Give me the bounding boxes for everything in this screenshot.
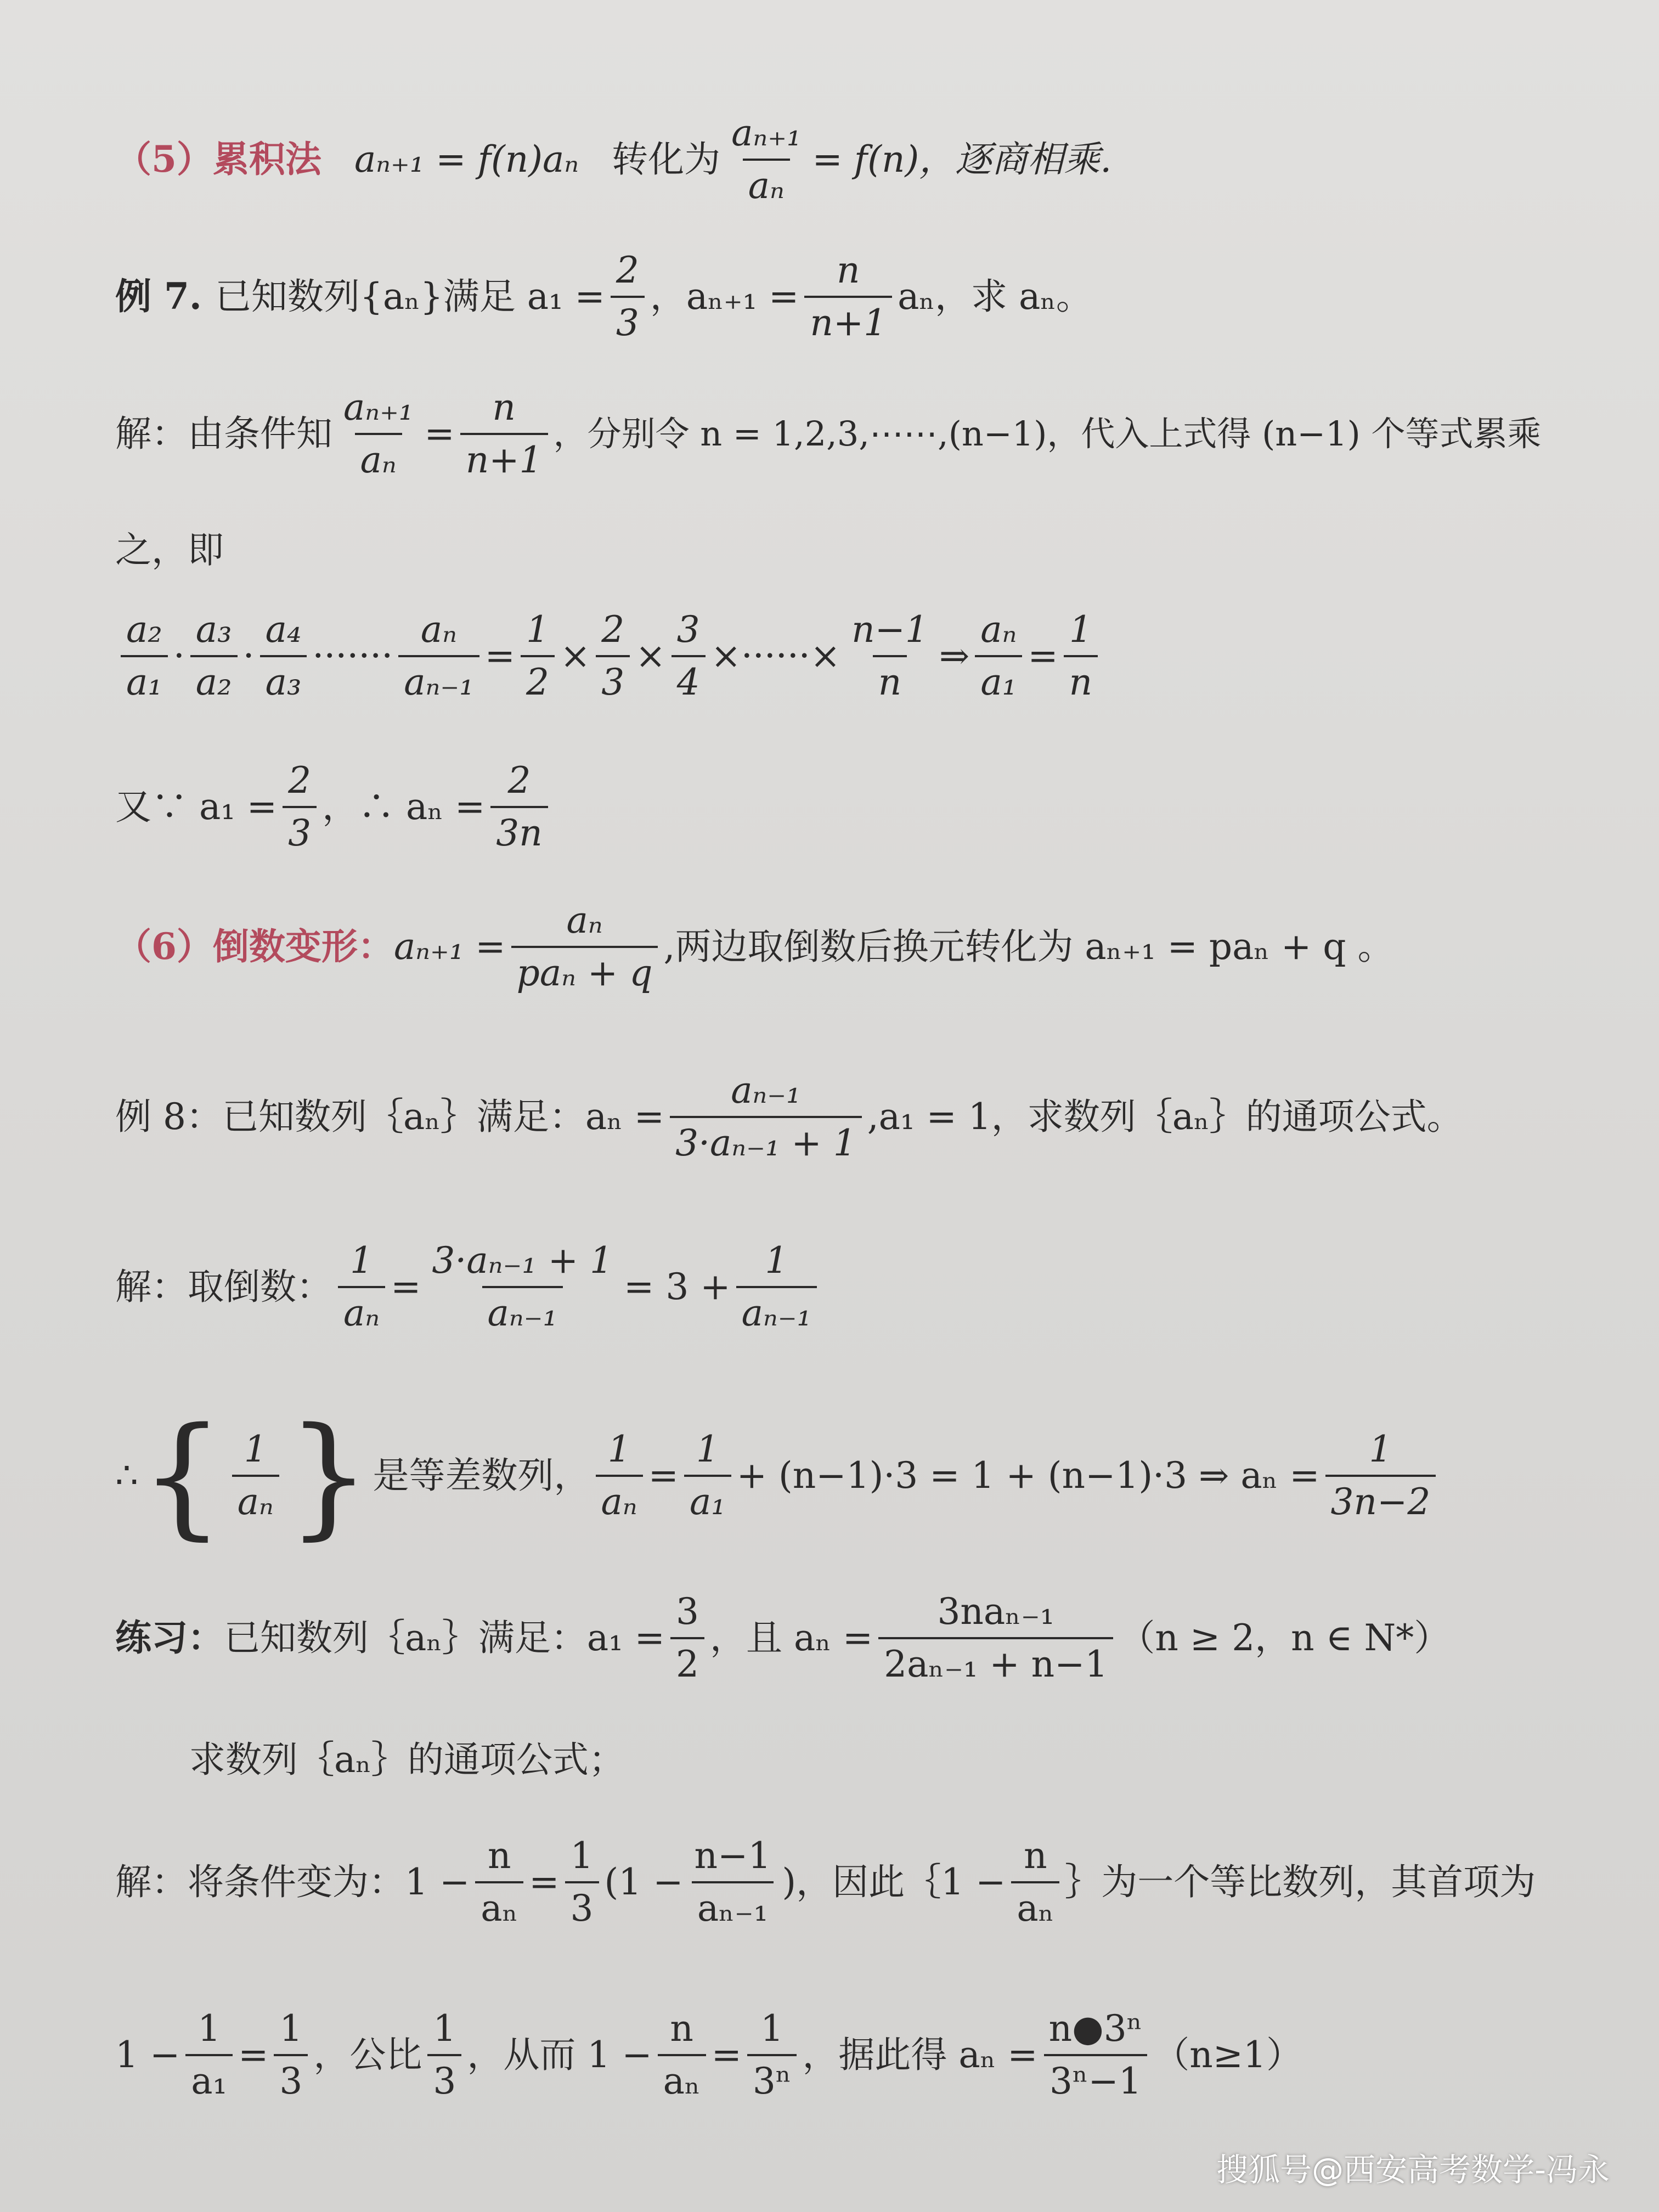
final-pre-text: 又∵ a₁ = — [115, 785, 278, 828]
solution-8-fraction-2: $\frac{\text{3·aₙ₋₁ + 1}}{\text{aₙ₋₁}}$ — [432, 1239, 613, 1334]
solution-7-label: 解： — [115, 412, 188, 455]
practice-solution-mid-1: (1 − — [604, 1860, 684, 1903]
section-6-line — [115, 900, 1626, 994]
brace-open: { — [140, 1399, 224, 1553]
section-6-label: （6）倒数变形： — [115, 924, 394, 968]
final-a1-fraction: $\frac{2}{3}$ — [283, 760, 317, 854]
practice-solution-k-pre: 1 − — [115, 2033, 180, 2076]
final-an-fraction: $\frac{2}{3n}$ — [490, 760, 548, 854]
example-7-line — [115, 250, 1626, 344]
solution-8-text-2: 是等差数列， — [373, 1454, 590, 1497]
solution-8-mid: = 3 + — [624, 1265, 731, 1308]
practice-solution-k-fraction-1: $\frac{1}{\text{a₁}}$ — [185, 2008, 233, 2102]
example-7-a1-fraction: $\frac{2}{3}$ — [611, 250, 645, 344]
equals-sign: = — [391, 1265, 421, 1308]
result-fraction-2: $\frac{1}{n}$ — [1064, 609, 1098, 703]
result-fraction-1: $\frac{\text{aₙ}}{\text{a₁}}$ — [975, 609, 1022, 703]
practice-solution-end: ｝为一个等比数列，其首项为 — [1065, 1860, 1536, 1903]
example-7-text-3: aₙ，求 aₙ。 — [898, 275, 1092, 318]
practice-solution-k-mid: ，从而 1 − — [467, 2033, 652, 2076]
equals-sign: = — [238, 2033, 269, 2076]
practice-solution-k-fraction-6: $\frac{\text{n●3ⁿ}}{\text{3ⁿ−1}}$ — [1043, 2008, 1148, 2102]
example-7-recurrence-fraction: $\frac{n}{n+1}$ — [804, 250, 892, 344]
solution-7-fraction-2: $\frac{n}{n+1}$ — [460, 387, 548, 481]
solution-7-text-1: 由条件知 — [188, 412, 332, 455]
solution-8-label: 解： — [115, 1265, 188, 1308]
ratio-fraction-3: $\frac{3}{4}$ — [672, 609, 706, 703]
section-5-formula: aₙ₊₁ = f(n)aₙ — [354, 138, 579, 180]
section-6-text: ,两边取倒数后换元转化为 aₙ₊₁ = paₙ + q 。 — [663, 925, 1394, 968]
section-5-rhs: = f(n)，逐商相乘. — [812, 138, 1112, 180]
practice-solution-k-fraction-3: $\frac{1}{3}$ — [427, 2008, 461, 2102]
practice-solution-fraction-1: $\frac{n}{\text{aₙ}}$ — [475, 1835, 523, 1929]
equals-sign: = — [1028, 634, 1058, 677]
solution-7-text-2: ，分别令 n = 1,2,3,⋯⋯,(n−1)，代入上式得 (n−1) 个等式累乘 — [553, 414, 1542, 454]
equals-sign: = — [711, 2033, 742, 2076]
watermark: 搜狐号@西安高考数学-冯永 — [1216, 2151, 1610, 2188]
practice-solution-k-fraction-2: $\frac{1}{3}$ — [274, 2008, 308, 2102]
solution-8-fraction-4: $\frac{1}{\text{aₙ}}$ — [596, 1429, 643, 1523]
solution-8-fraction-1: $\frac{1}{\text{aₙ}}$ — [338, 1240, 385, 1334]
therefore-sign: ∴ — [115, 1454, 138, 1497]
solution-7-cont-text: 之，即 — [115, 529, 224, 571]
section-5-label: （5）累积法 — [115, 137, 321, 180]
product-fraction-4: $\frac{\text{aₙ}}{\text{aₙ₋₁}}$ — [398, 609, 479, 703]
practice-solution-k-get: ，据此得 aₙ = — [802, 2033, 1038, 2076]
practice-label: 练习： — [115, 1616, 224, 1659]
section-5-line — [115, 112, 1626, 207]
solution-7-line-1 — [115, 387, 1626, 481]
example-8-text-2: ,a₁ = 1，求数列｛aₙ｝的通项公式。 — [867, 1095, 1463, 1138]
solution-8-fraction-6: $\frac{1}{3n-2}$ — [1325, 1429, 1436, 1523]
example-7-label: 例 7. — [115, 274, 202, 318]
times-dots: ×······× — [710, 634, 841, 677]
practice-text-3: （n ≥ 2，n ∈ N*） — [1119, 1616, 1451, 1659]
practice-text-2: ，且 aₙ = — [710, 1616, 873, 1659]
solution-8-fraction-5: $\frac{1}{\text{a₁}}$ — [684, 1429, 731, 1523]
solution-7-continuation — [115, 529, 1626, 571]
times-sign: × — [560, 634, 591, 677]
equals-sign: = — [648, 1454, 679, 1497]
ratio-fraction-1: $\frac{1}{2}$ — [521, 609, 555, 703]
practice-solution-line-2 — [115, 2008, 1626, 2102]
practice-solution-text-1: 将条件变为：1 − — [188, 1860, 470, 1903]
equals-sign: = — [424, 412, 455, 455]
ratio-fraction-2: $\frac{2}{3}$ — [596, 609, 630, 703]
section-6-fraction: $\frac{\text{aₙ}}{\text{paₙ + q}}$ — [511, 900, 658, 994]
implies-sign: ⇒ — [939, 634, 970, 677]
brace-close: } — [286, 1399, 371, 1553]
practice-solution-fraction-4: $\frac{n}{\text{aₙ}}$ — [1011, 1835, 1059, 1929]
sequence-fraction: $\frac{1}{\text{aₙ}}$ — [232, 1429, 279, 1523]
times-sign: × — [635, 634, 666, 677]
final-mid-text: ，∴ aₙ = — [322, 785, 486, 828]
example-8-label: 例 8： — [115, 1095, 222, 1138]
practice-solution-k-fraction-5: $\frac{1}{\text{3ⁿ}}$ — [747, 2008, 797, 2102]
solution-7-fraction-1: $\frac{\text{aₙ₊₁}}{\text{aₙ}}$ — [343, 386, 414, 481]
equals-sign: = — [484, 634, 515, 677]
practice-line-2 — [189, 1739, 1626, 1781]
practice-solution-k-fraction-4: $\frac{n}{\text{aₙ}}$ — [658, 2008, 706, 2102]
practice-line-1 — [115, 1591, 1626, 1685]
practice-solution-mid-2: )，因此｛1 − — [782, 1860, 1006, 1903]
solution-8-text-1: 取倒数： — [188, 1265, 332, 1308]
practice-solution-fraction-2: $\frac{1}{3}$ — [565, 1835, 599, 1929]
solution-8-line-2 — [115, 1399, 1626, 1553]
solution-8-g-mid: + (n−1)·3 = 1 + (n−1)·3 ⇒ aₙ = — [736, 1454, 1320, 1497]
product-fraction-3: $\frac{\text{a₄}}{\text{a₃}}$ — [260, 609, 307, 703]
example-8-text-1: 已知数列｛aₙ｝满足：aₙ = — [222, 1095, 665, 1138]
equals-sign: = — [529, 1860, 560, 1903]
practice-text-1: 已知数列｛aₙ｝满足：a₁ = — [224, 1616, 665, 1659]
solution-8-fraction-3: $\frac{1}{\text{aₙ₋₁}}$ — [736, 1240, 817, 1334]
section-5-convert: 转化为 — [612, 138, 721, 180]
practice-solution-k-end: （n≥1） — [1153, 2033, 1303, 2076]
solution-7-product-line: $\frac{\text{a₂}}{\text{a₁}}$ · $\frac{\text{a₃}}{\text{a₂}}$ · $\frac{\text{a₄}}{\text{a₃}}$ ······· $\frac{\text{aₙ}}{\text{aₙ₋₁}}$ = $\frac{1}{2}$ × $\frac{2}{3}$ × $\frac{3}{4}$ ×······× $\frac{n-1}{n}$ ⇒ $\frac{\text{aₙ}}{\text{a₁}}$ = $\frac{1}{n}$ — [115, 609, 1626, 703]
example-8-fraction: $\frac{\text{aₙ₋₁}}{\text{3·aₙ₋₁ + 1}}$ — [670, 1070, 862, 1164]
product-dots: ······· — [312, 634, 393, 677]
solution-8-line-1 — [115, 1240, 1626, 1334]
section-6-lhs: aₙ₊₁ = — [393, 925, 506, 968]
solution-7-final-line — [115, 760, 1626, 854]
section-5-fraction: $\frac{\text{aₙ₊₁}}{\text{aₙ}}$ — [731, 112, 802, 207]
ratio-fraction-4: $\frac{n-1}{n}$ — [851, 608, 928, 703]
practice-solution-label: 解： — [115, 1860, 188, 1903]
example-8-line — [115, 1070, 1626, 1164]
example-7-text-1: 已知数列{aₙ}满足 a₁ = — [215, 275, 605, 318]
product-fraction-1: $\frac{\text{a₂}}{\text{a₁}}$ — [121, 609, 168, 703]
practice-solution-k-ratio: ，公比 — [313, 2033, 422, 2076]
practice-solution-fraction-3: $\frac{n-1}{\text{aₙ₋₁}}$ — [689, 1835, 777, 1929]
product-fraction-2: $\frac{\text{a₃}}{\text{a₂}}$ — [190, 609, 238, 703]
practice-recurrence-fraction: $\frac{\text{3naₙ₋₁}}{\text{2aₙ₋₁ + n−1}}$ — [878, 1591, 1113, 1685]
practice-solution-line-1 — [115, 1835, 1626, 1929]
practice-a1-fraction: $\frac{3}{2}$ — [670, 1591, 704, 1685]
practice-question: 求数列｛aₙ｝的通项公式； — [189, 1739, 625, 1781]
example-7-text-2: ，aₙ₊₁ = — [650, 275, 799, 318]
